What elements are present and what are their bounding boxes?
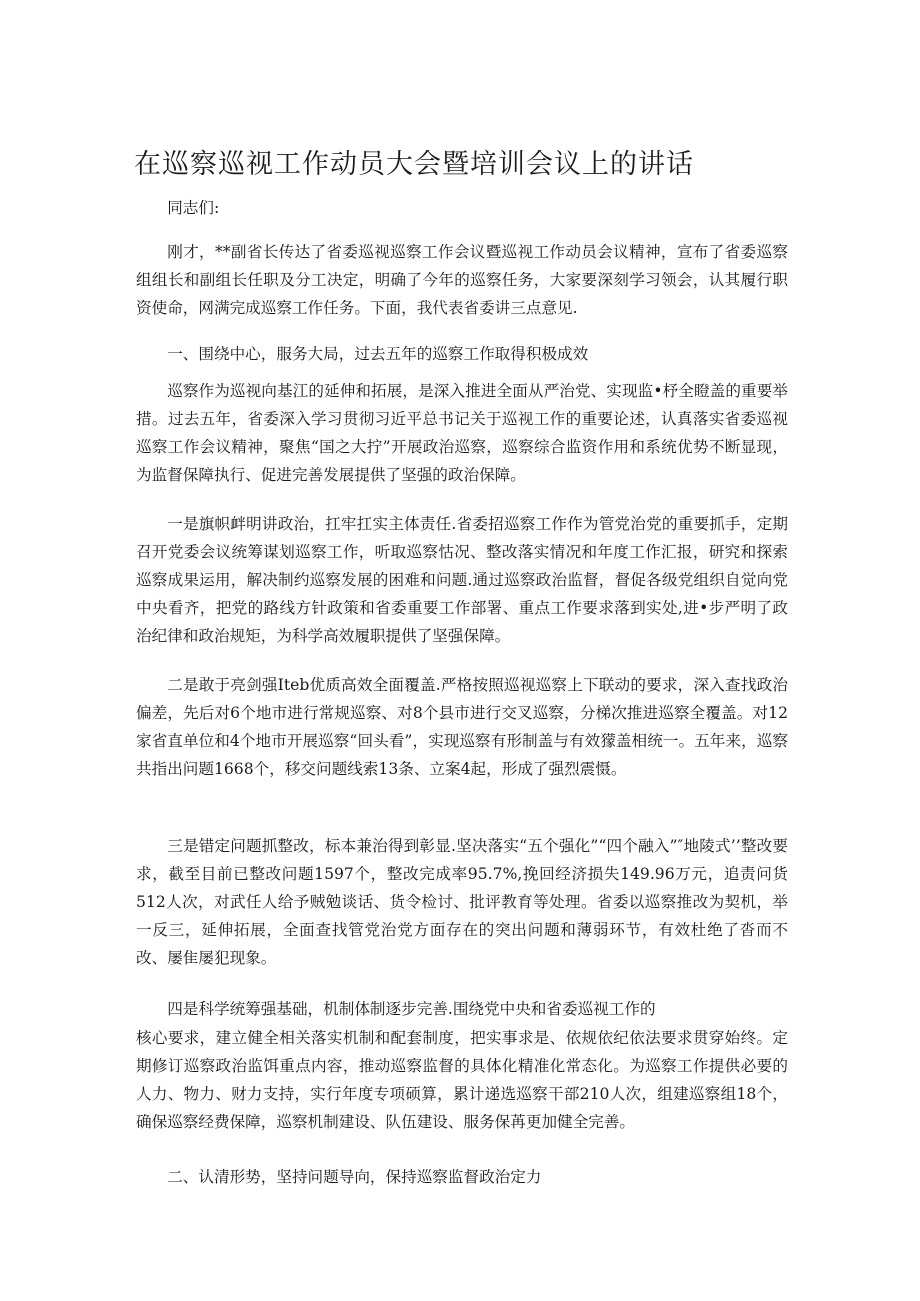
section-heading-2: 二、认清形势，坚持问题导向，保持巡察监督政治定力 (167, 1168, 542, 1186)
salutation: 同志们: (167, 199, 220, 217)
paragraph-point-3: 三是错定问题抓整改，标本兼治得到彰显.坚决落实“五个强化”“四个融入”″地陵式’’整改要求，截至目前已整改问题1597个，整改完成率95.7%,挽回经济损失149.96万元，追责问货512人次，对武任人给予贼勉谈话、货令检讨、批评教育等处理。省委以巡察推改为契机，举一反三，延伸拓展，全面查找管党治党方面存在的突出问题和薄弱环节，有效杜绝了沓而不改、屡隹屡犯现象。 (136, 837, 788, 967)
paragraph-point-4-line1: 四是科学统筹强基础，机制体制逐步完善.围绕党中央和省委巡视工作的 (167, 1000, 656, 1018)
paragraph-opening: 刚才，**副省长传达了省委巡视巡察工作会议暨巡视工作动员会议精神，宣布了省委巡察组组长和副组长任职及分工决定，明确了今年的巡察任务，大家要深刻学习领会，认其履行职资使命，网满完成巡察工作任务。下面，我代表省委讲三点意见. (136, 243, 788, 317)
section-heading-1: 一、围绕中心，服务大局，过去五年的巡察工作取得积极成效 (167, 345, 589, 363)
paragraph-point-4-continued: 核心要求，建立健全相关落实机制和配套制度，把实事求是、依规依纪依法要求贯穿始终。定期修订巡察政治监饵重点内容，推动巡察监督的具体化精准化常态化。为巡察工作提供必要的人力、物力、财力支持，实行年度专项硕算，累计递选巡察干部210人次，组建巡察组18个，确保巡察经费保障，巡察机制建设、队伍建设、服务保苒更加健全完善。 (136, 1029, 788, 1131)
paragraph-point-1: 一是旗帜衅明讲政治，扛牢扛实主体责任.省委招巡察工作作为管党治党的重要抓手，定期召开党委会议统筹谋划巡察工作，听取巡察怙况、整改落实情况和年度工作汇报，研究和探索巡察成果运用，解决制约巡察发展的困难和问题.通过巡察政治监督，督促各级党组织自觉向党中央看齐，把党的路线方针政策和省委重要工作部署、重点工作要求落到实处,进•步严明了政治纪律和政治规矩，为科学高效履职提供了坚强保障。 (136, 515, 788, 645)
paragraph-achievements-intro: 巡察作为巡视向基江的延伸和拓展，是深入推进全面从严治党、实现监•杼全瞪盖的重要举措。过去五年，省委深入学习贯彻习近平总书记关于巡视工作的重要论述，认真落实省委巡视巡察工作会议精神，聚焦“国之大拧”开展政治巡察，巡察综合监资作用和系统优势不断显现，为监督保障执行、促进完善发展提供了坚强的政治保障。 (136, 382, 788, 484)
paragraph-point-2: 二是敢于亮剑强Iteb优质高效全面覆盖.严格按照巡视巡察上下联动的要求，深入查找政治偏差，先后对6个地市进行常规巡察、对8个县市进行交叉巡察，分梯次推进巡察全覆盖。对12家省直单位和4个地市开展巡察“回头看”，实现巡察有形制盖与有效獴盖相统一。五年来，巡察共指出问题1668个，移交问题线索13条、立案4起，形成了强烈震慑。 (136, 676, 788, 778)
document-title: 在巡察巡视工作动员大会暨培训会议上的讲话 (134, 149, 694, 180)
